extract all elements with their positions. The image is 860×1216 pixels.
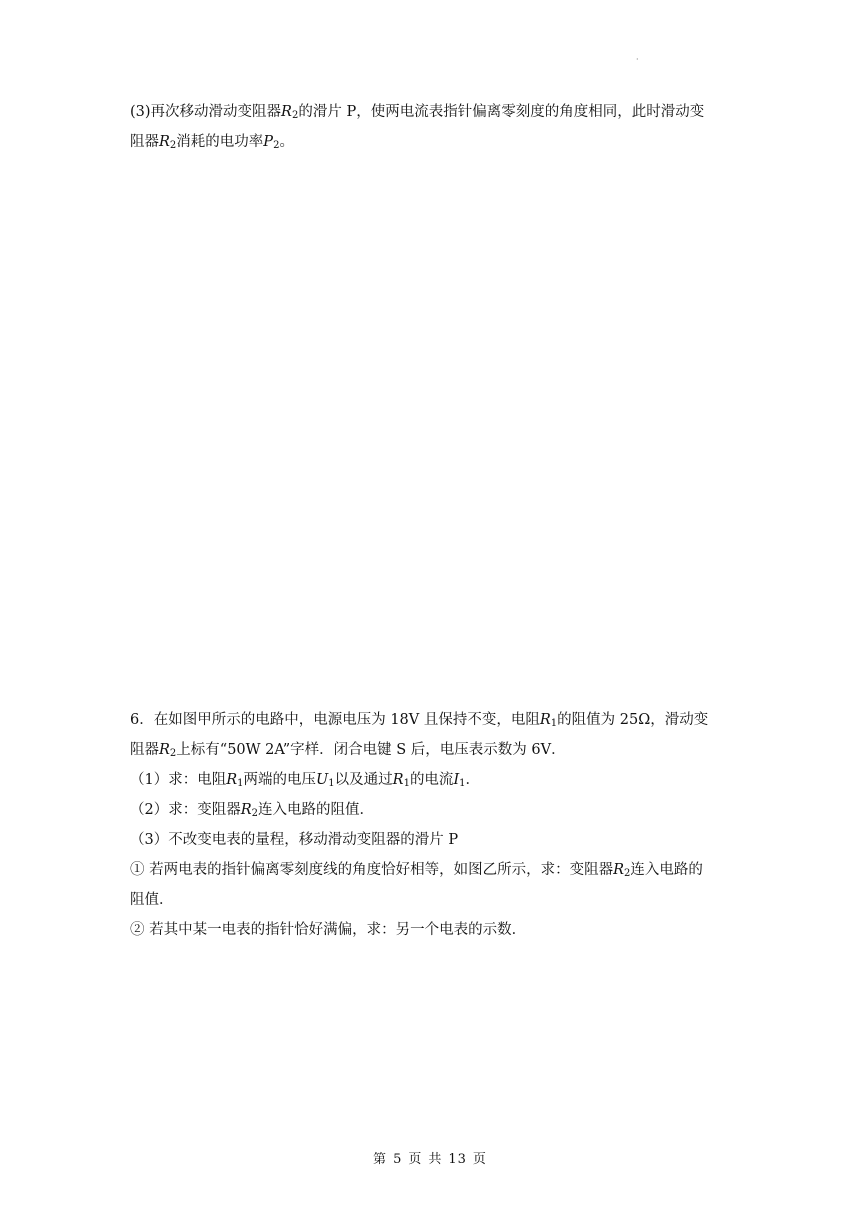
text: 6．在如图甲所示的电路中，电源电压为 18V 且保持不变，电阻 <box>130 712 540 728</box>
text: 阻器 <box>130 742 159 758</box>
question-3-part-3 <box>130 97 730 157</box>
text: （3）不改变电表的量程，移动滑动变阻器的滑片 P <box>130 832 459 848</box>
text: 。 <box>279 134 294 150</box>
text: ② 若其中某一电表的指针恰好满偏，求：另一个电表的示数． <box>130 922 527 938</box>
footer-text: 第 <box>373 1152 388 1167</box>
text: 两端的电压 <box>243 772 317 788</box>
symbol-R: R <box>159 134 170 150</box>
subscript: 2 <box>273 140 280 151</box>
text: 的阻值为 25Ω，滑动变 <box>557 712 709 728</box>
subscript: 2 <box>624 868 631 879</box>
text: ① 若两电表的指针偏离零刻度线的角度恰好相等，如图乙所示，求：变阻器 <box>130 862 614 878</box>
subscript: 2 <box>169 140 177 151</box>
symbol-I: I <box>453 772 460 788</box>
current-page-number: 5 <box>393 1152 403 1167</box>
symbol-R: R <box>240 802 252 818</box>
q3-line-2 <box>130 127 730 157</box>
subscript: 1 <box>403 778 410 789</box>
symbol-R: R <box>613 862 625 878</box>
text: 连入电路的 <box>630 862 703 878</box>
symbol-U: U <box>316 772 329 788</box>
symbol-R: R <box>226 772 238 788</box>
text: 以及通过 <box>334 772 393 788</box>
symbol-R: R <box>159 742 170 758</box>
subscript: 2 <box>251 808 259 819</box>
footer-text: 页 <box>472 1152 487 1167</box>
q3-line-1 <box>130 97 730 127</box>
text: 连入电路的阻值． <box>258 802 375 818</box>
q6-case-1 <box>130 855 730 885</box>
q6-part-1 <box>130 765 730 795</box>
q6-case-1-cont <box>130 885 730 915</box>
subscript: 1 <box>328 778 335 789</box>
text: 的滑片 P，使两电流表指针偏离零刻度的角度相同，此时滑动变 <box>298 104 705 120</box>
q6-part-3 <box>130 825 730 855</box>
total-page-number: 13 <box>448 1152 467 1167</box>
q6-stem-line-2 <box>130 735 730 765</box>
question-6 <box>130 705 730 945</box>
symbol-R: R <box>281 104 292 120</box>
subscript: 1 <box>237 778 244 789</box>
text: （1）求：电阻 <box>130 772 227 788</box>
symbol-R: R <box>539 712 551 728</box>
text: （2）求：变阻器 <box>130 802 241 818</box>
footer-text: 页 <box>408 1152 423 1167</box>
text: (3)再次移动滑动变阻器 <box>130 104 282 120</box>
subscript: 1 <box>459 778 466 789</box>
footer-text: 共 <box>428 1152 443 1167</box>
text: 消耗的电功率 <box>176 134 264 150</box>
q6-part-2 <box>130 795 730 825</box>
symbol-P: P <box>263 134 274 150</box>
text: 阻器 <box>130 134 159 150</box>
text: 上标有“50W 2A”字样．闭合电键 S 后，电压表示数为 6V． <box>176 742 566 758</box>
text: 阻值． <box>130 892 174 908</box>
subscript: 2 <box>291 110 299 121</box>
page-footer <box>0 1148 860 1167</box>
q6-case-2 <box>130 915 730 945</box>
subscript: 2 <box>169 748 177 759</box>
text: ． <box>465 772 481 788</box>
q6-stem-line-1 <box>130 705 730 735</box>
subscript: 1 <box>550 718 558 729</box>
symbol-R: R <box>392 772 404 788</box>
text: 的电流 <box>409 772 454 788</box>
header-mark: · <box>636 55 639 64</box>
